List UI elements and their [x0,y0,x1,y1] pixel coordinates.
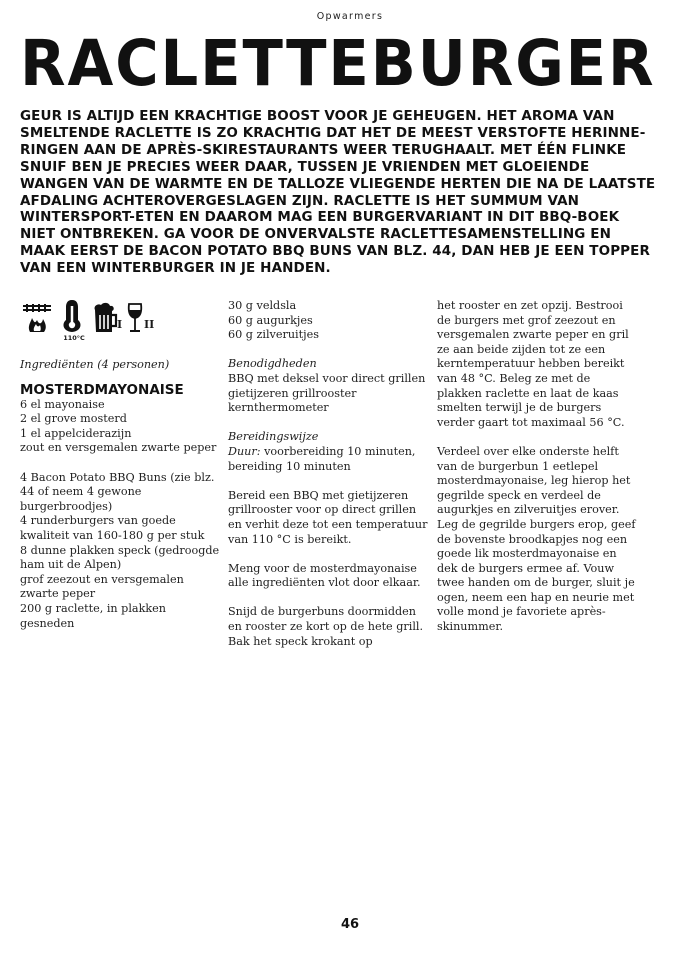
ingredient-item: zout en versgemalen zwarte peper [20,441,217,455]
ingredient-item: 60 g zilveruitjes [228,328,319,342]
step-paragraph: Bereid een BBQ met gietijzeren grillrooster voor op direct grillen en verhit deze tot een temperatuur van 110 °C is bereikt. [228,488,428,546]
equipment-text: BBQ met deksel voor direct grillen gietijzeren grillrooster kernthermometer [228,371,426,415]
ingredients-column [20,358,220,631]
duration-text: voorbereiding 10 minuten, bereiding 10 minuten [228,444,416,473]
wine-glass-icon [126,302,144,334]
page-number: 46 [340,917,360,932]
ingredients-label: Ingrediënten (4 personen) [20,358,170,371]
beer-label: I [117,318,123,331]
mayo-heading: MOSTERDMAYONAISE [20,381,184,398]
ingredient-item: 1 el appelciderazijn [20,426,132,440]
intro-text: GEUR IS ALTIJD EEN KRACHTIGE BOOST VOOR JE GEHEUGEN. HET AROMA VAN SMELTENDE RACLETTE IS ZO KRACHTIG DAT HET DE MEEST VERSTOFTE HERINNE-RINGEN AAN DE APRÈS-SKIRESTAURANTS WEER TERUGHAALT. MET ÉÉN FLINKE SNUIF BEN JE PRECIES WEER DAAR, TUSSEN JE VRIENDEN MET GLOEIENDE WANGEN VAN DE WARMTE EN DE TALLOZE VLIEGENDE HERTEN DIE NA DE LAATSTE AFDALING ACHTEROVERGESLAGEN ZIJN. RACLETTE IS HET SUMMUM VAN WINTERSPORT-ETEN EN DAAROM MAG EEN BURGERVARIANT IN DIT BBQ-BOEK NIET ONTBREKEN. GA VOOR DE ONVERVALSTE RACLETTESAMENSTELLING EN MAAK EERST DE BACON POTATO BBQ BUNS VAN BLZ. 44, DAN HEB JE EEN TOPPER VAN EEN WINTERBURGER IN JE HANDEN. [20,108,656,277]
recipe-title: RACLETTEBURGER [20,27,656,100]
step-paragraph: het rooster en zet opzij. Bestrooi de burgers met grof zeezout en versgemalen zwarte peper en gril ze aan beide zijden tot ze een kerntemperatuur hebben bereikt van 48 °C. Beleg ze met de plakken raclette en laat de kaas smelten terwijl je de burgers verder gaart tot maximaal 56 °C. [437,299,629,429]
beer-icon [92,302,118,334]
step-paragraph: Verdeel over elke onderste helft van de burgerbun 1 eetlepel mosterdmayonaise, leg hierop het gegrilde speck en verdeel de augurkjes en zilveruitjes erover. Leg de gegrilde burgers erop, geef de bovenste broodkapjes nog een goede lik mosterdmayonaise en dek de burgers ermee af. Vouw twee handen om de burger, sluit je ogen, neem een hap en neurie met volle mond je favoriete après-skinummer. [437,444,636,634]
ingredient-item: grof zeezout en versgemalen zwarte peper [20,572,184,601]
ingredient-item: 200 g raclette, in plakken gesneden [20,601,166,630]
thermometer-label: 110°C [63,334,85,342]
ingredient-item: 4 Bacon Potato BBQ Buns (zie blz. 44 of neem 4 gewone burgerbroodjes) [20,470,215,513]
recipe-icons [20,298,160,346]
duration [228,445,428,474]
wine-label: II [144,318,155,331]
middle-column [228,299,428,649]
ingredient-item: 30 g veldsla [228,299,297,312]
duration-label: Duur: [228,444,261,458]
thermometer-icon [60,298,84,334]
ingredient-item: 60 g augurkjes [228,313,313,327]
ingredient-item: 2 el grove mosterd [20,412,127,426]
ingredient-item: 8 dunne plakken speck (gedroogde ham uit de Alpen) [20,543,220,572]
step-paragraph: Meng voor de mosterdmayonaise alle ingrediënten vlot door elkaar. [228,561,421,590]
preparation-label: Bereidingswijze [228,430,319,444]
ingredient-item: 4 runderburgers van goede kwaliteit van 160-180 g per stuk [20,514,205,542]
grill-icon [20,300,54,334]
equipment-label: Benodigdheden [228,357,317,371]
right-column [437,299,637,635]
section-label: Opwarmers [316,11,384,22]
ingredient-item: 6 el mayonaise [20,397,105,411]
step-paragraph: Snijd de burgerbuns doormidden en rooster ze kort op de hete grill. Bak het speck krokant op [228,605,424,648]
